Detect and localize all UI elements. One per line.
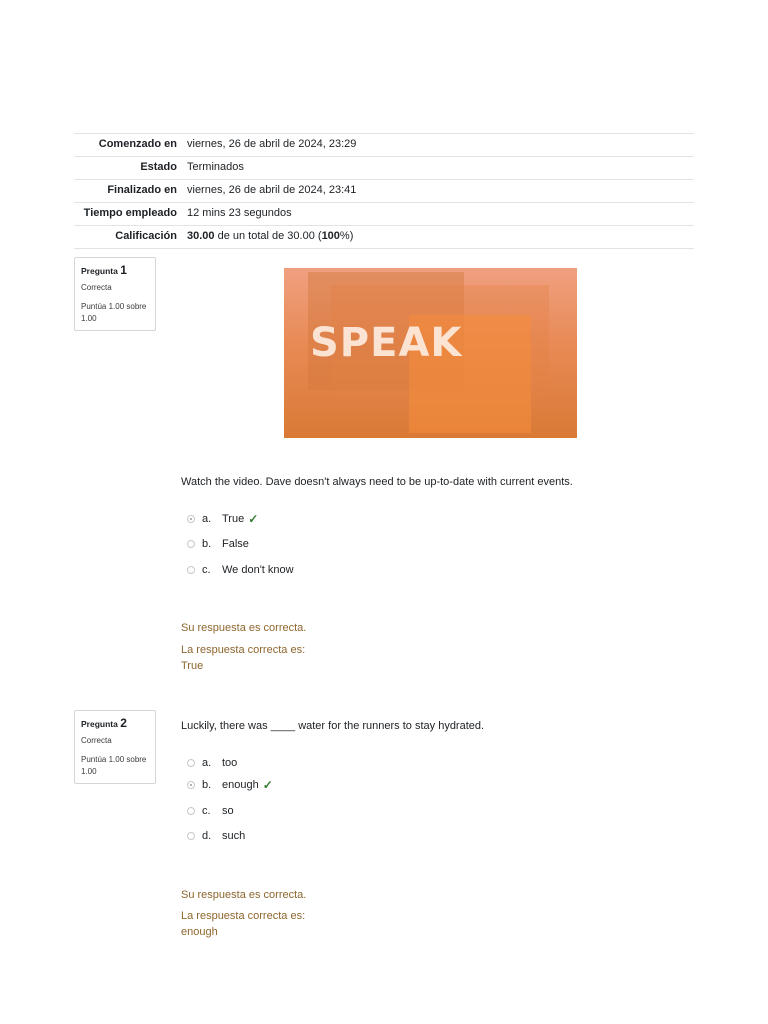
right-answer-label: La respuesta correcta es: [181,644,306,656]
summary-row-state [74,157,694,180]
option-letter: a. [202,513,212,525]
option-text: False [222,538,249,550]
option-text: True [222,513,245,525]
summary-row-time [74,203,694,226]
summary-row-grade [74,226,694,249]
check-icon: ✓ [262,778,273,792]
summary-row-finished [74,180,694,203]
question-text: Watch the video. Dave doesn't always need to be up-to-date with current events. [181,476,573,488]
summary-label: Finalizado en [74,180,182,203]
option-letter: b. [202,779,212,791]
question-title [81,716,155,730]
grade-end: %) [339,230,354,242]
option-text: too [222,757,238,769]
grade-score: 30.00 [187,230,215,242]
video-player[interactable] [284,268,577,438]
summary-label: Tiempo empleado [74,203,182,226]
question-number: 2 [120,716,127,730]
video-title-text: SPEAK [310,320,463,366]
option-text: enough [222,779,259,791]
question-state: Correcta [81,736,112,745]
radio-icon[interactable] [187,832,195,840]
question-grade: Puntúa 1.00 sobre 1.00 [81,302,147,323]
option-letter: b. [202,538,212,550]
radio-icon[interactable] [187,515,195,523]
radio-icon[interactable] [187,540,195,548]
question-label: Pregunta [81,266,118,276]
check-icon: ✓ [248,512,259,526]
question-title [81,263,155,277]
radio-icon[interactable] [187,807,195,815]
question-info-2 [74,710,156,784]
summary-label: Calificación [74,226,182,249]
option-text: so [222,805,234,817]
attempt-summary-table [74,133,694,249]
radio-icon[interactable] [187,566,195,574]
answer-option[interactable] [187,511,258,527]
answer-option[interactable] [187,536,249,552]
question-label: Pregunta [81,719,118,729]
question-info-1 [74,257,156,331]
feedback-text: Su respuesta es correcta. [181,889,307,901]
answer-option[interactable] [187,777,273,793]
grade-percent: 100 [321,230,340,242]
summary-value: viernes, 26 de abril de 2024, 23:29 [182,134,694,157]
summary-value: 12 mins 23 segundos [182,203,694,226]
answer-option[interactable] [187,562,294,578]
feedback-text: Su respuesta es correcta. [181,622,307,634]
option-letter: a. [202,757,212,769]
summary-label: Estado [74,157,182,180]
summary-value: viernes, 26 de abril de 2024, 23:41 [182,180,694,203]
option-text: We don't know [222,564,294,576]
summary-value: Terminados [182,157,694,180]
option-text: such [222,830,246,842]
option-letter: c. [202,564,211,576]
answer-option[interactable] [187,828,245,844]
answer-option[interactable] [187,755,237,771]
answer-option[interactable] [187,803,234,819]
question-grade: Puntúa 1.00 sobre 1.00 [81,755,147,776]
right-answer: True [181,660,204,672]
question-number: 1 [120,263,127,277]
radio-icon[interactable] [187,781,195,789]
right-answer: enough [181,926,218,938]
summary-label: Comenzado en [74,134,182,157]
option-letter: c. [202,805,211,817]
option-letter: d. [202,830,212,842]
right-answer-label: La respuesta correcta es: [181,910,306,922]
summary-row-started [74,134,694,157]
question-text: Luckily, there was ____ water for the runners to stay hydrated. [181,720,485,732]
summary-value [182,226,694,249]
question-state: Correcta [81,283,112,292]
radio-icon[interactable] [187,759,195,767]
grade-mid: de un total de 30.00 ( [214,230,322,242]
